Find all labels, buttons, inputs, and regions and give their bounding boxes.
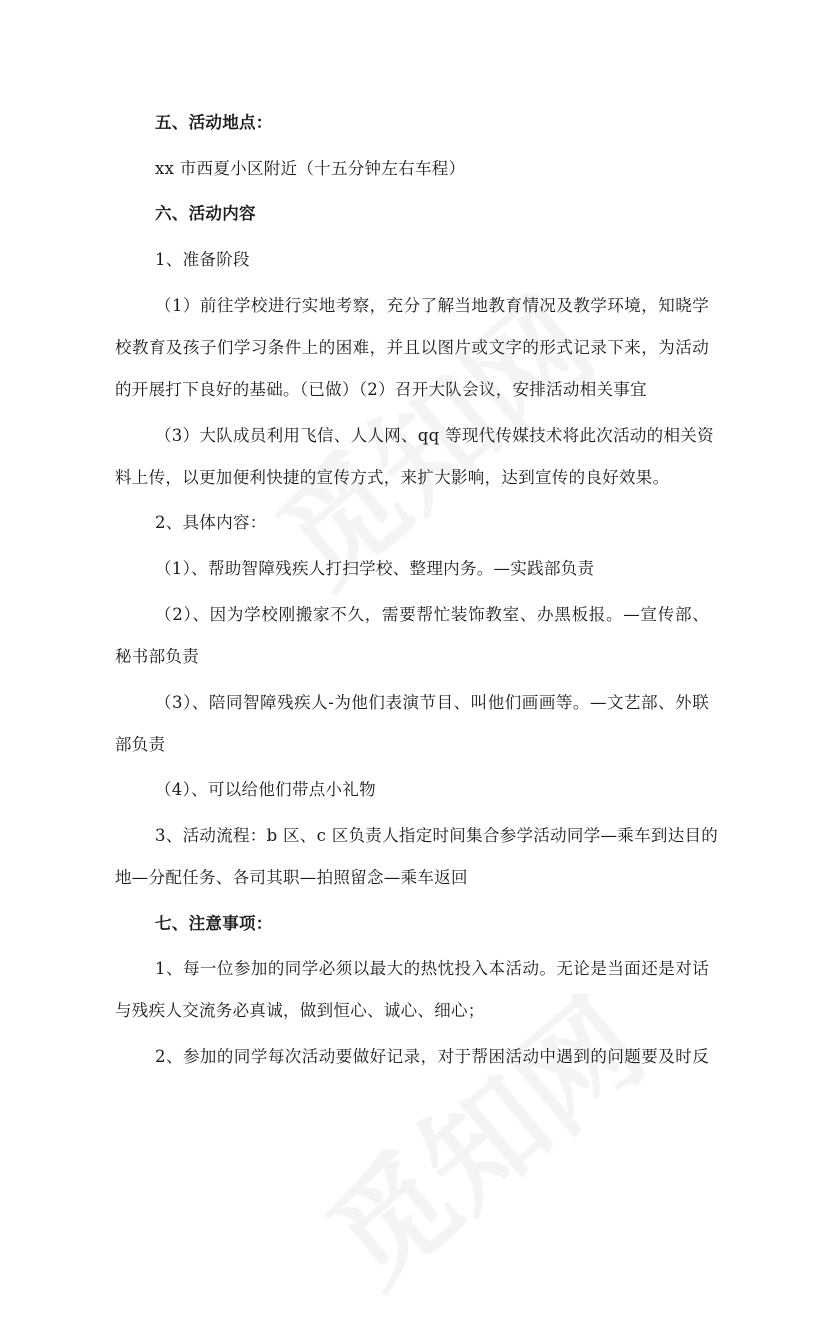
location-text: xx 市西夏小区附近（十五分钟左右车程） [155,159,466,178]
paragraph-line: （3）大队成员利用飞信、人人网、qq 等现代传媒技术将此次活动的相关资 [155,426,714,445]
subheading-details: 2、具体内容： [155,513,267,532]
paragraph-line: 2、参加的同学每次活动要做好记录，对于帮困活动中遇到的问题要及时反 [155,1047,709,1066]
section-heading-notes: 七、注意事项： [155,914,273,933]
paragraph-line: 3、活动流程：b 区、c 区负责人指定时间集合参学活动同学—乘车到达目的 [155,826,719,845]
section-heading-location: 五、活动地点： [155,113,273,132]
paragraph-line: （1）前往学校进行实地考察，充分了解当地教育情况及教学环境，知晓学 [155,296,709,315]
subheading-preparation: 1、准备阶段 [155,250,250,269]
paragraph-line: 与残疾人交流务必真诚，做到恒心、诚心、细心； [115,1001,485,1020]
list-item: （2）、因为学校刚搬家不久，需要帮忙装饰教室、办黑板报。—宣传部、 [155,605,709,624]
paragraph-line: 的开展打下良好的基础。（已做）（2）召开大队会议，安排活动相关事宜 [115,380,647,399]
paragraph-line: 校教育及孩子们学习条件上的困难，并且以图片或文字的形式记录下来，为活动 [115,338,709,357]
list-item-continuation: 部负责 [115,735,166,754]
list-item: （4）、可以给他们带点小礼物 [155,780,376,799]
list-item-continuation: 秘书部负责 [115,647,199,666]
paragraph-line: 1、每一位参加的同学必须以最大的热忱投入本活动。无论是当面还是对话 [155,959,709,978]
paragraph-line: 地—分配任务、各司其职—拍照留念—乘车返回 [115,868,468,887]
list-item: （1）、帮助智障残疾人打扫学校、整理内务。—实践部负责 [155,559,595,578]
paragraph-line: 料上传，以更加便利快捷的宣传方式，来扩大影响，达到宣传的良好效果。 [115,468,670,487]
section-heading-content: 六、活动内容 [155,204,256,223]
list-item: （3）、陪同智障残疾人-为他们表演节目、叫他们画画等。—文艺部、外联 [155,693,709,712]
